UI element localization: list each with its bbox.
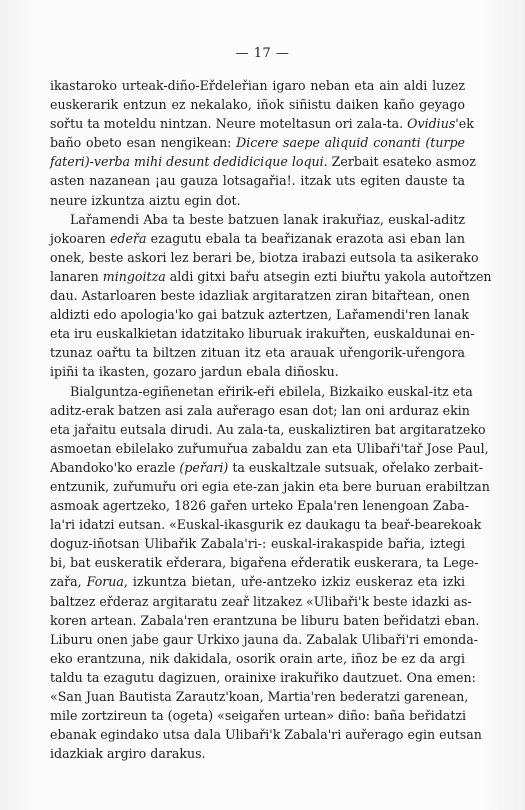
text-segment: , izkuntza bietan, uře-antzeko izkiz euskeraz eta izki <box>123 574 465 590</box>
text-segment: eta jařaitu eutsala dirudi. Au zala-ta, euskaliztiren bat argitaratzeko <box>50 421 486 437</box>
text-segment: Abandoko'ko erazle <box>50 459 180 475</box>
text-line <box>50 496 469 515</box>
text-line <box>50 95 465 114</box>
text-line <box>50 458 483 477</box>
text-line <box>50 439 489 458</box>
text-segment: Bialguntza-egiñenetan eřirik-eři ebilela, Bizkaiko euskal-itz eta <box>70 383 473 399</box>
text-line <box>50 744 465 763</box>
italic-text: Forua <box>86 574 124 590</box>
text-line <box>50 191 465 210</box>
text-segment: onek, beste askori lez berari be, biotza irabazi eutsola ta asikerako <box>50 249 479 265</box>
text-segment: sořtu ta moteldu nintzan. Neure moteltasun ori zala-ta. <box>50 116 408 132</box>
text-line <box>50 171 465 190</box>
text-line <box>50 362 465 381</box>
text-segment: neure izkuntza aiztu egin dot. <box>50 192 241 208</box>
text-segment: bi, bat euskeratik eřderara, bigařena eřderatik euskerara, ta Lege- <box>50 555 479 571</box>
text-line <box>50 687 469 706</box>
text-segment: jokoaren <box>50 230 110 246</box>
text-segment: entzunik, zuřumuřu ori egia ete-zan jakin eta bere buruan erabiltzan <box>50 478 490 494</box>
italic-text: (peřari) <box>179 459 229 475</box>
text-segment: zařa, <box>50 574 87 590</box>
text-line <box>50 76 465 95</box>
text-segment: baltzez eřderaz argitaratu zeař litzakez «Ulibaři'k beste idazki as- <box>50 593 472 609</box>
text-segment: eko erantzuna, nik dakidala, osorik orain arte, iñoz be ez da argi <box>50 650 465 666</box>
text-segment: doguz-iñotsan Ulibařik Zabala'ri-: euskal-irakaspide bařia, iztegi <box>50 536 465 552</box>
text-line <box>50 248 479 267</box>
text-segment: dau. Astarloaren beste idazliak argitaratzen ziran bitařtean, onen <box>50 288 470 304</box>
text-segment: Liburu onen jabe gaur Urkixo jauna da. Zabalak Ulibaři'ri emonda- <box>50 631 479 647</box>
text-segment: la'ri idatzi eutsan. «Euskal-ikasgurik ez daukagu ta beař-bearekoak <box>50 517 482 533</box>
text-line <box>50 133 465 152</box>
text-line <box>50 668 476 687</box>
text-line <box>50 534 465 553</box>
text-segment: Lařamendi Aba ta beste batzuen lanak irakuřiaz, euskal-aditz <box>70 211 465 227</box>
body-text <box>50 76 492 763</box>
text-segment: ezagutu ebala ta beařizanak erazota asi eban lan <box>146 230 466 246</box>
text-segment: 'ek <box>455 116 474 132</box>
text-line <box>50 152 476 171</box>
text-segment: asmoak agertzeko, 1826 gařen urteko Epala'ren lenengoan Zaba- <box>50 498 469 514</box>
text-segment: «San Juan Bautista Zarautz'koan, Martia'ren bederatzi garenean, <box>50 689 469 704</box>
text-segment: aditz-erak batzen asi zala auřerago esan dot; lan oni arduraz ekin <box>50 402 470 418</box>
italic-text: fateri)-verba mihi desunt dedidicique loqui. <box>50 154 328 170</box>
text-segment: baño obeto esan nengikean: <box>50 135 237 151</box>
text-line <box>50 706 465 725</box>
text-segment: lanaren <box>50 268 103 284</box>
text-line <box>50 382 473 401</box>
text-segment: tzunaz oařtu ta biltzen zituan itz eta arauak uřengorik-uřengora <box>50 345 465 361</box>
text-line <box>50 553 479 572</box>
text-segment: koren artean. Zabala'ren erantzuna be liburu baten beřidatzi eban. <box>50 612 480 628</box>
text-segment: Zerbait esateko asmoz <box>327 154 476 170</box>
text-line <box>50 324 475 343</box>
text-segment: ebanak egindako utsa dala Ulibaři'k Zabala'ri auřerago egin eutsan <box>50 727 482 743</box>
text-line <box>50 477 490 496</box>
text-line <box>50 572 465 591</box>
italic-text: edeřa <box>109 230 147 246</box>
text-segment: eta iru euskalkietan idatzitako liburuak irakuřten, euskaldunai en- <box>50 326 475 342</box>
text-line <box>50 515 482 534</box>
italic-text: Ovidius <box>407 116 456 132</box>
text-line <box>50 401 470 420</box>
text-segment: aldizti edo apologia'ko gai batzuk aztertzen, Lařamendi'ren lanak <box>50 307 469 323</box>
italic-text: Dicere saepe aliquid conanti (turpe <box>236 135 465 151</box>
text-line <box>50 630 479 649</box>
page-number: — 17 — <box>235 46 290 61</box>
text-line <box>50 305 469 324</box>
text-line <box>50 592 472 611</box>
text-line <box>50 210 465 229</box>
text-line <box>50 267 492 286</box>
text-segment: ipiñi ta ikasten, gozaro jardun ebala diñosku. <box>50 364 339 380</box>
text-segment: idazkiak argiro darakus. <box>50 746 206 762</box>
text-segment: euskerarik entzun ez nekalako, iñok siñistu daiken kaño geyago <box>50 97 465 113</box>
text-segment: asten nazanean ¡au gauza lotsagařia!. itzak uts egiten dauste ta <box>50 173 465 189</box>
text-line <box>50 114 474 133</box>
text-segment: ikastaroko urteak-diño-Eřdeleřian igaro neban eta ain aldi luzez <box>50 78 465 93</box>
text-line <box>50 286 470 305</box>
text-line <box>50 343 465 362</box>
text-line <box>50 229 465 248</box>
text-segment: ta euskaltzale sutsuak, ořelako zerbait- <box>228 459 483 475</box>
text-segment: taldu ta ezagutu dagizuen, orainixe irakuřiko dautzuet. Ona emen: <box>50 669 476 685</box>
text-line <box>50 725 482 744</box>
text-segment: aldi gitxi bařu atsegin ezti biuřtu yakola autořtzen <box>165 268 492 284</box>
text-segment: mile zortzireun ta (ogeta) «seigařen urtean» diño: baña beřidatzi <box>50 708 467 724</box>
text-line <box>50 420 486 439</box>
text-line <box>50 611 480 630</box>
text-line <box>50 649 465 668</box>
italic-text: mingoitza <box>102 268 166 284</box>
text-segment: asmoetan ebilelako zuřumuřua zabaldu zan eta Ulibaři'tař Jose Paul, <box>50 440 489 456</box>
